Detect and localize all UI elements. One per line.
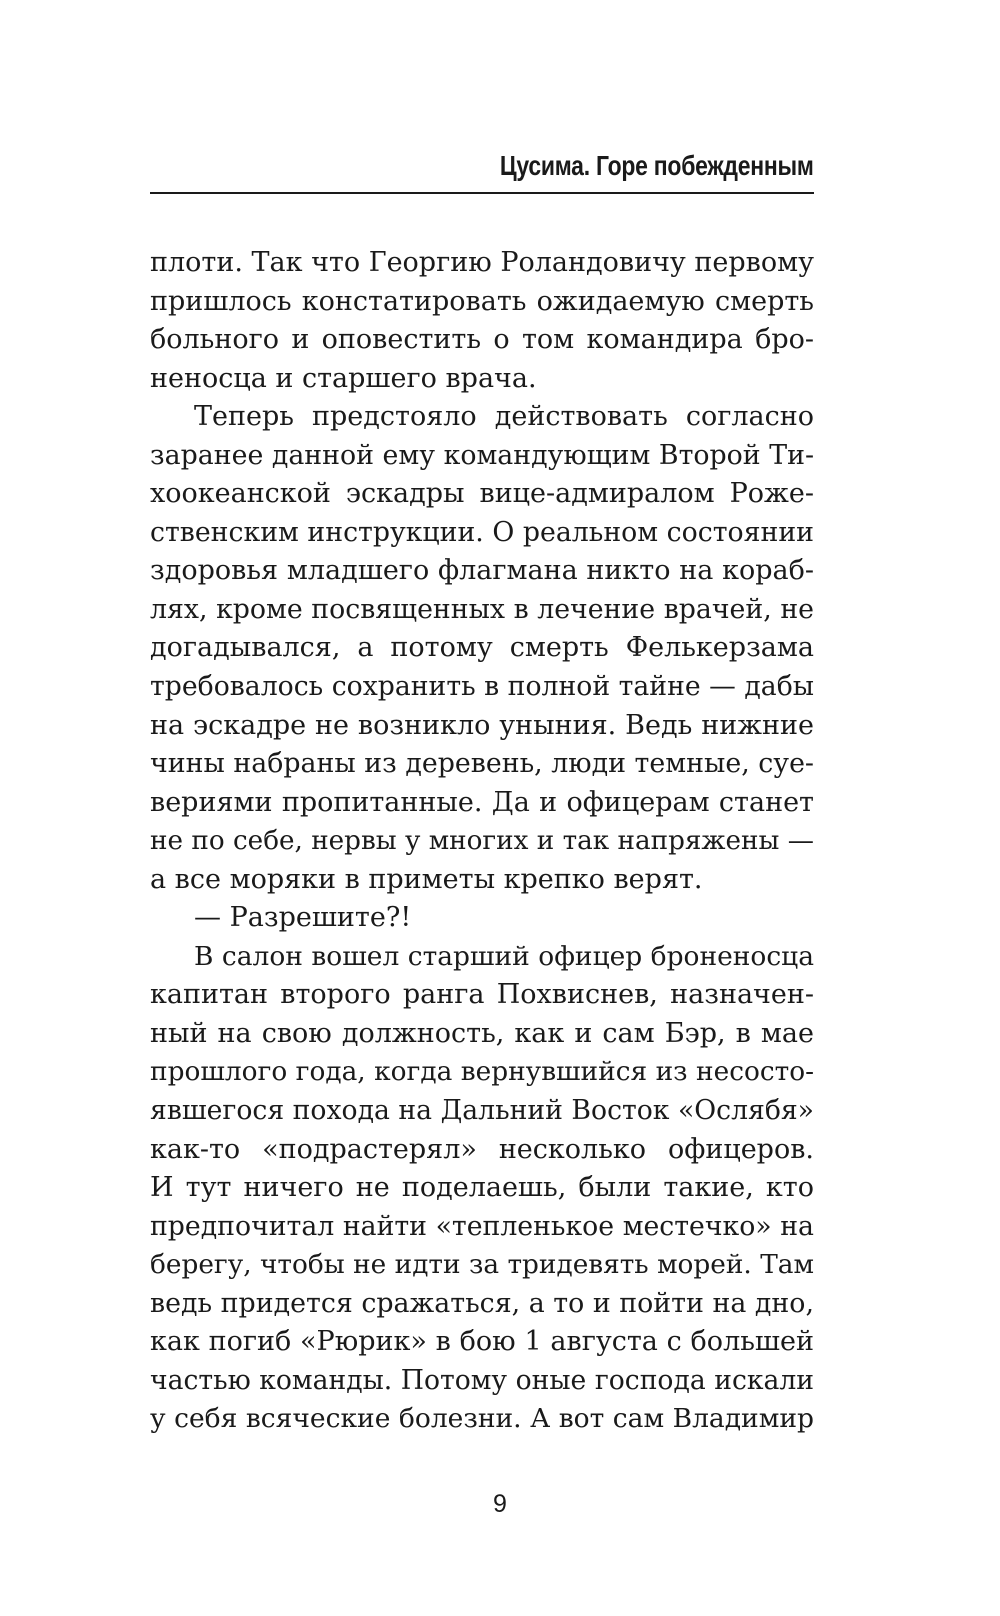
text-line: не по себе, нервы у многих и так напряжены — xyxy=(150,826,814,857)
text-line: предпочитал найти «тепленькое местечко» на xyxy=(150,1210,814,1242)
paragraph-first-line: В салон вошел старший офицер броненосца xyxy=(194,940,814,972)
text-line: вериями пропитанные. Да и офицерам станет xyxy=(150,786,814,818)
running-title: Цусима. Горе побежденным xyxy=(500,150,814,181)
text-line: а все моряки в приметы крепко верят. xyxy=(150,863,703,895)
text-line: хоокеанской эскадры вице-адмиралом Роже- xyxy=(150,478,814,510)
text-line: явшегося похода на Дальний Восток «Ослябя» xyxy=(150,1095,814,1127)
text-line: лях, кроме посвященных в лечение врачей, не xyxy=(150,593,814,625)
text-line: неносца и старшего врача. xyxy=(150,362,537,394)
page-number: 9 xyxy=(493,1490,507,1518)
text-line: у себя всяческие болезни. А вот сам Владимир xyxy=(150,1403,814,1435)
text-line: догадывался, а потому смерть Фелькерзама xyxy=(150,632,814,664)
dialogue-line: — Разрешите?! xyxy=(194,902,412,934)
text-line: чины набраны из деревень, люди темные, суе- xyxy=(150,748,814,780)
text-line: частью команды. Потому оные господа искали xyxy=(150,1364,814,1396)
text-line: берегу, чтобы не идти за тридевять морей. Там xyxy=(150,1250,814,1281)
text-line: как погиб «Рюрик» в бою 1 августа с большей xyxy=(150,1326,814,1358)
text-line: заранее данной ему командующим Второй Ти- xyxy=(150,439,814,471)
text-line: И тут ничего не поделаешь, были такие, кто xyxy=(150,1172,814,1204)
running-header xyxy=(150,148,814,194)
text-line: больного и оповестить о том командира бро- xyxy=(150,324,814,356)
paragraph-first-line: Теперь предстояло действовать согласно xyxy=(194,401,814,433)
text-line: ный на свою должность, как и сам Бэр, в мае xyxy=(150,1017,814,1049)
text-line: как-то «подрастерял» несколько офицеров. xyxy=(150,1133,814,1165)
text-line: ственским инструкции. О реальном состоянии xyxy=(150,516,814,548)
text-line: здоровья младшего флагмана никто на кораб- xyxy=(150,555,814,587)
text-line: плоти. Так что Георгию Роландовичу первому xyxy=(150,247,814,278)
text-line: на эскадре не возникло уныния. Ведь нижние xyxy=(150,709,814,741)
text-line: прошлого года, когда вернувшийся из несосто- xyxy=(150,1057,814,1088)
text-line: ведь придется сражаться, а то и пойти на дно, xyxy=(150,1287,814,1319)
text-line: капитан второго ранга Похвиснев, назначен- xyxy=(150,979,814,1011)
text-line: требовалось сохранить в полной тайне — дабы xyxy=(150,671,814,703)
text-line: пришлось констатировать ожидаемую смерть xyxy=(150,285,814,317)
body-text xyxy=(150,244,814,1439)
